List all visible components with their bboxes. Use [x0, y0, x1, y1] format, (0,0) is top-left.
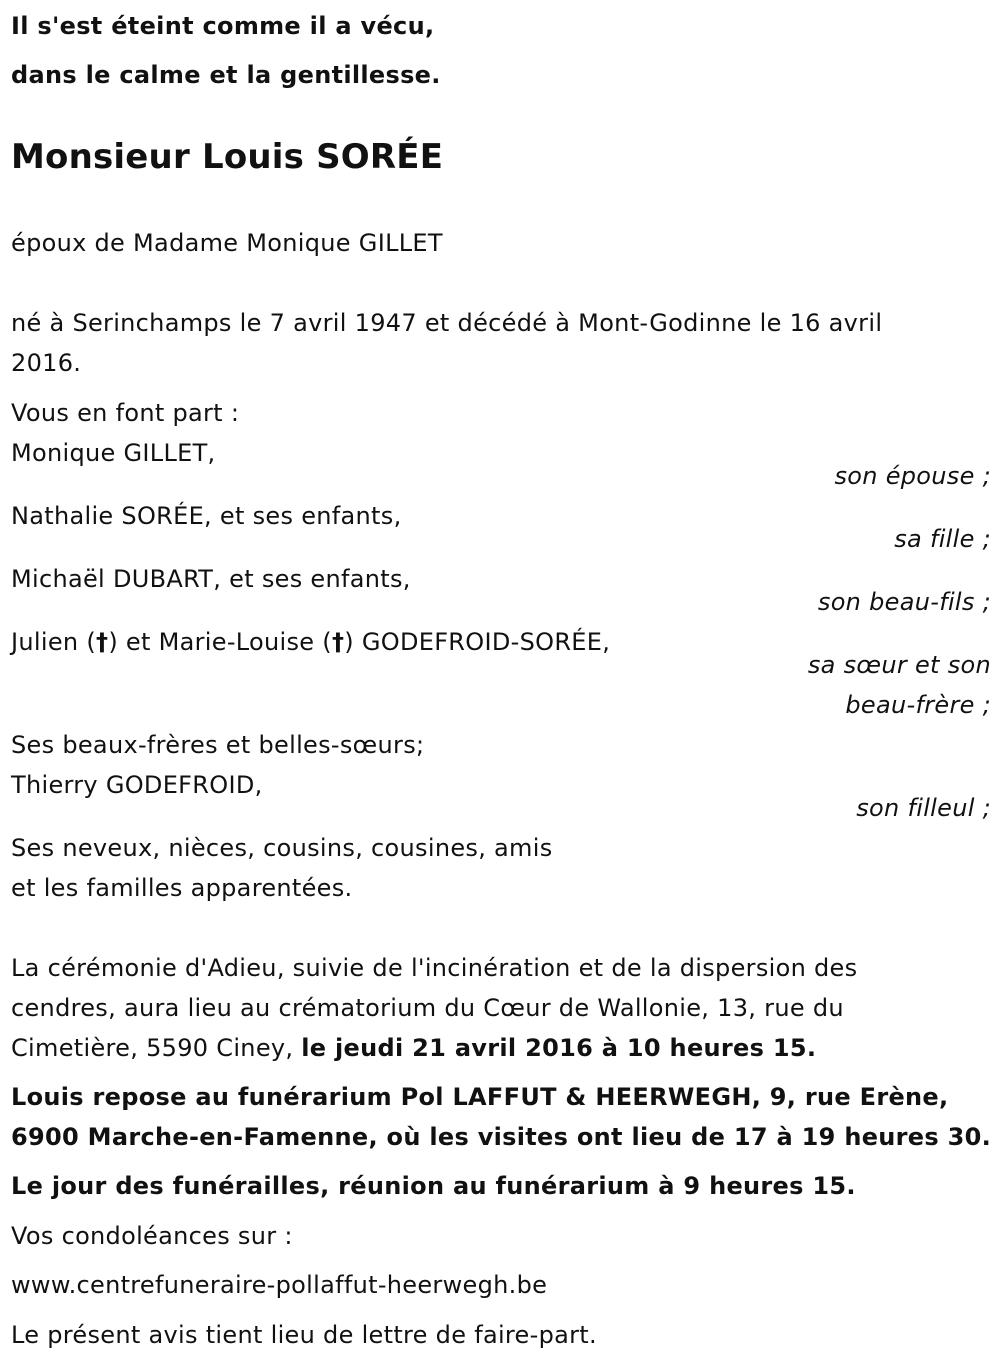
epitaph-line-2: dans le calme et la gentillesse.: [11, 61, 441, 89]
visitation-line-1: Louis repose au funérarium Pol LAFFUT & HEERWEGH, 9, rue Erène,: [11, 1083, 949, 1111]
funeral-day-line: Le jour des funérailles, réunion au funérarium à 9 heures 15.: [11, 1172, 856, 1200]
family-member-relation: sa sœur et son: [807, 651, 991, 679]
ceremony-line-2: cendres, aura lieu au crématorium du Cœur de Wallonie, 13, rue du: [11, 994, 844, 1022]
family-member-relation: son épouse ;: [834, 462, 991, 490]
ceremony-line-1: La cérémonie d'Adieu, suivie de l'incinération et de la dispersion des: [11, 954, 858, 982]
condolences-website: www.centrefuneraire-pollaffut-heerwegh.be: [11, 1271, 548, 1299]
spouse-line: époux de Madame Monique GILLET: [11, 229, 443, 257]
notice-line: Le présent avis tient lieu de lettre de faire-part.: [11, 1321, 597, 1349]
family-member-name: Michaël DUBART, et ses enfants,: [11, 565, 411, 593]
others-line-2: et les familles apparentées.: [11, 874, 353, 902]
birth-death-line-2: 2016.: [11, 349, 82, 377]
announcement-intro: Vous en font part :: [11, 399, 240, 427]
ceremony-line-3: [11, 1028, 816, 1068]
epitaph-line-1: Il s'est éteint comme il a vécu,: [11, 12, 435, 40]
name-part: ) GODEFROID-SORÉE,: [344, 628, 611, 656]
family-member-name: [11, 622, 610, 662]
name-part: Julien (: [11, 628, 96, 656]
in-laws-line: Ses beaux-frères et belles-sœurs;: [11, 731, 425, 759]
ceremony-date: le jeudi 21 avril 2016 à 10 heures 15.: [301, 1034, 817, 1062]
godson-name: Thierry GODEFROID,: [11, 771, 263, 799]
others-line-1: Ses neveux, nièces, cousins, cousines, amis: [11, 834, 553, 862]
cross-icon: †: [331, 628, 345, 656]
family-member-name: Nathalie SORÉE, et ses enfants,: [11, 502, 402, 530]
family-member-relation: beau-frère ;: [845, 691, 991, 719]
cross-icon: †: [96, 628, 109, 656]
birth-death-line-1: né à Serinchamps le 7 avril 1947 et décédé à Mont-Godinne le 16 avril: [11, 309, 883, 337]
godson-relation: son filleul ;: [856, 794, 991, 822]
visitation-line-2: 6900 Marche-en-Famenne, où les visites ont lieu de 17 à 19 heures 30.: [11, 1123, 992, 1151]
family-member-name: Monique GILLET,: [11, 439, 216, 467]
name-part: ) et Marie-Louise (: [108, 628, 332, 656]
family-member-relation: son beau-fils ;: [817, 588, 991, 616]
deceased-name: Monsieur Louis SORÉE: [11, 137, 444, 177]
ceremony-location: Cimetière, 5590 Ciney,: [11, 1034, 302, 1062]
condolences-label: Vos condoléances sur :: [11, 1222, 293, 1250]
family-member-relation: sa fille ;: [894, 525, 991, 553]
